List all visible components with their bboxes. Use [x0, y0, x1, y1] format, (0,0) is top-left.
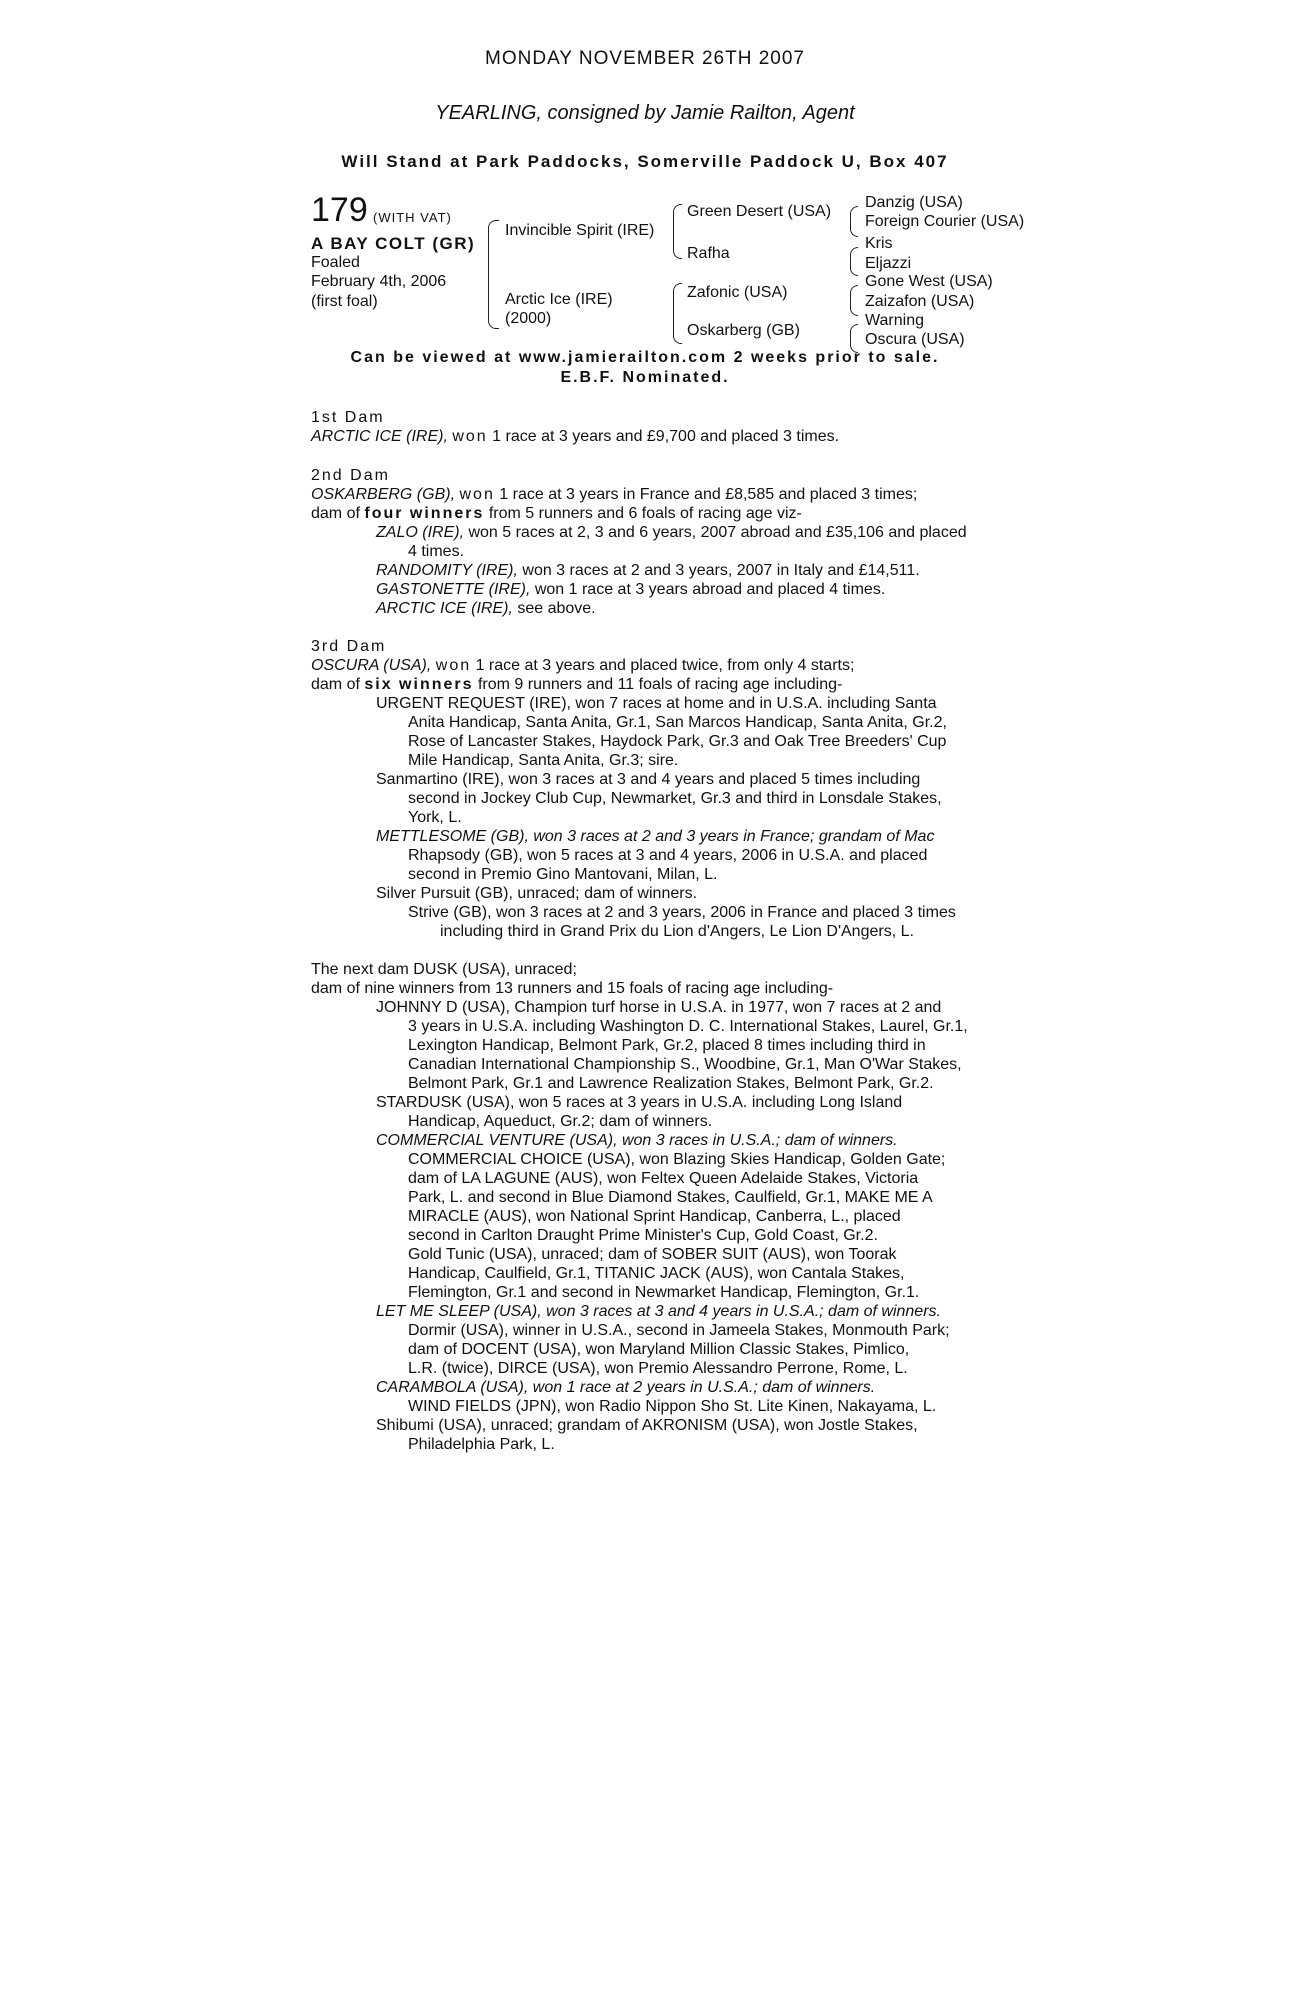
second-dam-text: 1 race at 3 years in France and £8,585 and placed 3 times;	[494, 486, 918, 503]
won-label: won	[452, 428, 488, 445]
horse-record: see above.	[512, 600, 596, 617]
first-dam-heading: 1st Dam	[311, 409, 385, 426]
dam-of-suffix: from 5 runners and 6 foals of racing age viz-	[484, 505, 802, 522]
sale-date: MONDAY NOVEMBER 26TH 2007	[485, 48, 805, 69]
sire-sire: Green Desert (USA)	[687, 203, 832, 220]
next-dam-line: Handicap, Aqueduct, Gr.2; dam of winners.	[408, 1113, 713, 1130]
produce-line: Sanmartino (IRE), won 3 races at 3 and 4 years and placed 5 times including	[376, 771, 921, 788]
pedigree-brace	[850, 324, 858, 339]
ebf-note: E.B.F. Nominated.	[560, 369, 730, 386]
lot-number: 179	[311, 191, 368, 229]
winner-count: six winners	[364, 676, 474, 693]
produce-line: second in Jockey Club Cup, Newmarket, Gr.3 and third in Lonsdale Stakes,	[408, 790, 942, 807]
third-dam-heading: 3rd Dam	[311, 638, 387, 655]
lot-title: A BAY COLT (GR)	[311, 234, 476, 253]
foaled-label: Foaled	[311, 254, 360, 271]
foal-note: (first foal)	[311, 293, 378, 310]
grandsire-2: Foreign Courier (USA)	[865, 213, 1025, 230]
next-dam-line: MIRACLE (AUS), won National Sprint Handicap, Canberra, L., placed	[408, 1208, 901, 1225]
first-dam-name: ARCTIC ICE (IRE),	[311, 428, 448, 445]
next-dam-line: 3 years in U.S.A. including Washington D. C. International Stakes, Laurel, Gr.1,	[408, 1018, 968, 1035]
pedigree-brace	[850, 206, 858, 222]
second-dam-heading: 2nd Dam	[311, 467, 390, 484]
second-dam-name: OSKARBERG (GB),	[311, 486, 456, 503]
next-dam-line: L.R. (twice), DIRCE (USA), won Premio Alessandro Perrone, Rome, L.	[408, 1360, 908, 1377]
third-dam-name: OSCURA (USA),	[311, 657, 432, 674]
pedigree-brace	[850, 247, 858, 262]
dam: Arctic Ice (IRE)	[505, 291, 613, 308]
produce-line: including third in Grand Prix du Lion d'Angers, Le Lion D'Angers, L.	[440, 923, 914, 940]
next-dam-line: second in Carlton Draught Prime Minister's Cup, Gold Coast, Gr.2.	[408, 1227, 878, 1244]
produce-line: Mile Handicap, Santa Anita, Gr.3; sire.	[408, 752, 679, 769]
third-dam-text: 1 race at 3 years and placed twice, from only 4 starts;	[471, 657, 855, 674]
won-label: won	[459, 486, 495, 503]
grandsire-1: Danzig (USA)	[865, 194, 963, 211]
grandsire-3: Kris	[865, 235, 893, 252]
viewing-note: Can be viewed at www.jamierailton.com 2 weeks prior to sale.	[350, 349, 940, 366]
dam-sire: Zafonic (USA)	[687, 284, 788, 301]
next-dam-line: dam of nine winners from 13 runners and 15 foals of racing age including-	[311, 980, 834, 997]
second-dam-produce	[311, 504, 802, 523]
winner-count: four winners	[364, 505, 485, 522]
produce-line: URGENT REQUEST (IRE), won 7 races at home and in U.S.A. including Santa	[376, 695, 937, 712]
sire: Invincible Spirit (IRE)	[505, 222, 655, 239]
grandsire-4: Eljazzi	[865, 255, 912, 272]
horse-name: ARCTIC ICE (IRE),	[376, 600, 513, 617]
next-dam-line: Canadian International Championship S., Woodbine, Gr.1, Man O'War Stakes,	[408, 1056, 962, 1073]
consignment-line: YEARLING, consigned by Jamie Railton, Agent	[435, 102, 855, 124]
produce-zalo	[376, 523, 967, 542]
next-dam-line: WIND FIELDS (JPN), won Radio Nippon Sho St. Lite Kinen, Nakayama, L.	[408, 1398, 937, 1415]
pedigree-brace	[488, 220, 499, 279]
horse-record: won 5 races at 2, 3 and 6 years, 2007 abroad and £35,106 and placed	[464, 524, 967, 541]
next-dam-line: STARDUSK (USA), won 5 races at 3 years in U.S.A. including Long Island	[376, 1094, 903, 1111]
horse-record: won 3 races at 2 and 3 years, 2007 in Italy and £14,511.	[517, 562, 920, 579]
next-dam-line: Philadelphia Park, L.	[408, 1436, 555, 1453]
produce-line: METTLESOME (GB), won 3 races at 2 and 3 years in France; grandam of Mac	[376, 828, 935, 845]
next-dam-line: Belmont Park, Gr.1 and Lawrence Realization Stakes, Belmont Park, Gr.2.	[408, 1075, 934, 1092]
dam-year: (2000)	[505, 310, 552, 327]
third-dam-record	[311, 656, 854, 675]
dam-of-prefix: dam of	[311, 676, 365, 693]
pedigree-brace	[673, 231, 682, 259]
vat-note: (WITH VAT)	[373, 210, 452, 225]
next-dam-line: dam of DOCENT (USA), won Maryland Million Classic Stakes, Pimlico,	[408, 1341, 910, 1358]
grandsire-8: Oscura (USA)	[865, 331, 965, 348]
next-dam-line: Park, L. and second in Blue Diamond Stakes, Caulfield, Gr.1, MAKE ME A	[408, 1189, 933, 1206]
pedigree-brace	[850, 300, 858, 316]
next-dam-line: Gold Tunic (USA), unraced; dam of SOBER SUIT (AUS), won Toorak	[408, 1246, 897, 1263]
pedigree-brace	[673, 283, 682, 314]
next-dam-line: The next dam DUSK (USA), unraced;	[311, 961, 577, 978]
produce-randomity	[376, 561, 920, 580]
next-dam-line: Dormir (USA), winner in U.S.A., second in Jameela Stakes, Monmouth Park;	[408, 1322, 950, 1339]
first-dam-record	[311, 427, 839, 446]
produce-gastonette	[376, 580, 885, 599]
pedigree-brace	[850, 221, 858, 237]
next-dam-line: dam of LA LAGUNE (AUS), won Feltex Queen Adelaide Stakes, Victoria	[408, 1170, 919, 1187]
second-dam-record	[311, 485, 917, 504]
dam-of-suffix: from 9 runners and 11 foals of racing age including-	[473, 676, 843, 693]
produce-line: Strive (GB), won 3 races at 2 and 3 years, 2006 in France and placed 3 times	[408, 904, 956, 921]
produce-line: second in Premio Gino Mantovani, Milan, L.	[408, 866, 718, 883]
produce-line: Rose of Lancaster Stakes, Haydock Park, Gr.3 and Oak Tree Breeders' Cup	[408, 733, 947, 750]
next-dam-line: Flemington, Gr.1 and second in Newmarket Handicap, Flemington, Gr.1.	[408, 1284, 920, 1301]
next-dam-line: LET ME SLEEP (USA), won 3 races at 3 and 4 years in U.S.A.; dam of winners.	[376, 1303, 941, 1320]
produce-line: Silver Pursuit (GB), unraced; dam of winners.	[376, 885, 698, 902]
horse-name: GASTONETTE (IRE),	[376, 581, 531, 598]
next-dam-line: Lexington Handicap, Belmont Park, Gr.2, placed 8 times including third in	[408, 1037, 926, 1054]
grandsire-7: Warning	[865, 312, 924, 329]
pedigree-brace	[850, 285, 858, 301]
produce-line: Rhapsody (GB), won 5 races at 3 and 4 years, 2006 in U.S.A. and placed	[408, 847, 928, 864]
horse-name: ZALO (IRE),	[376, 524, 465, 541]
produce-arctic-ice	[376, 599, 596, 618]
pedigree-brace	[673, 313, 682, 344]
dam-dam: Oskarberg (GB)	[687, 322, 800, 339]
next-dam-line: Handicap, Caulfield, Gr.1, TITANIC JACK (AUS), won Cantala Stakes,	[408, 1265, 905, 1282]
grandsire-5: Gone West (USA)	[865, 273, 993, 290]
next-dam-line: CARAMBOLA (USA), won 1 race at 2 years in U.S.A.; dam of winners.	[376, 1379, 876, 1396]
first-dam-text: 1 race at 3 years and £9,700 and placed 3 times.	[487, 428, 840, 445]
pedigree-brace	[673, 204, 682, 232]
next-dam-line: COMMERCIAL VENTURE (USA), won 3 races in U.S.A.; dam of winners.	[376, 1132, 898, 1149]
dam-of-prefix: dam of	[311, 505, 365, 522]
horse-record: won 1 race at 3 years abroad and placed 4 times.	[530, 581, 886, 598]
produce-zalo-cont: 4 times.	[408, 543, 465, 560]
pedigree-brace	[850, 261, 858, 276]
next-dam-line: Shibumi (USA), unraced; grandam of AKRONISM (USA), won Jostle Stakes,	[376, 1417, 918, 1434]
won-label: won	[435, 657, 472, 674]
foaled-date: February 4th, 2006	[311, 273, 447, 290]
horse-name: RANDOMITY (IRE),	[376, 562, 518, 579]
grandsire-6: Zaizafon (USA)	[865, 293, 975, 310]
produce-line: Anita Handicap, Santa Anita, Gr.1, San Marcos Handicap, Santa Anita, Gr.2,	[408, 714, 947, 731]
sire-dam: Rafha	[687, 245, 730, 262]
third-dam-produce	[311, 675, 842, 694]
next-dam-line: JOHNNY D (USA), Champion turf horse in U.S.A. in 1977, won 7 races at 2 and	[376, 999, 942, 1016]
stand-location: Will Stand at Park Paddocks, Somerville Paddock U, Box 407	[341, 152, 949, 171]
produce-line: York, L.	[408, 809, 462, 826]
next-dam-line: COMMERCIAL CHOICE (USA), won Blazing Skies Handicap, Golden Gate;	[408, 1151, 946, 1168]
pedigree-brace	[488, 278, 499, 329]
